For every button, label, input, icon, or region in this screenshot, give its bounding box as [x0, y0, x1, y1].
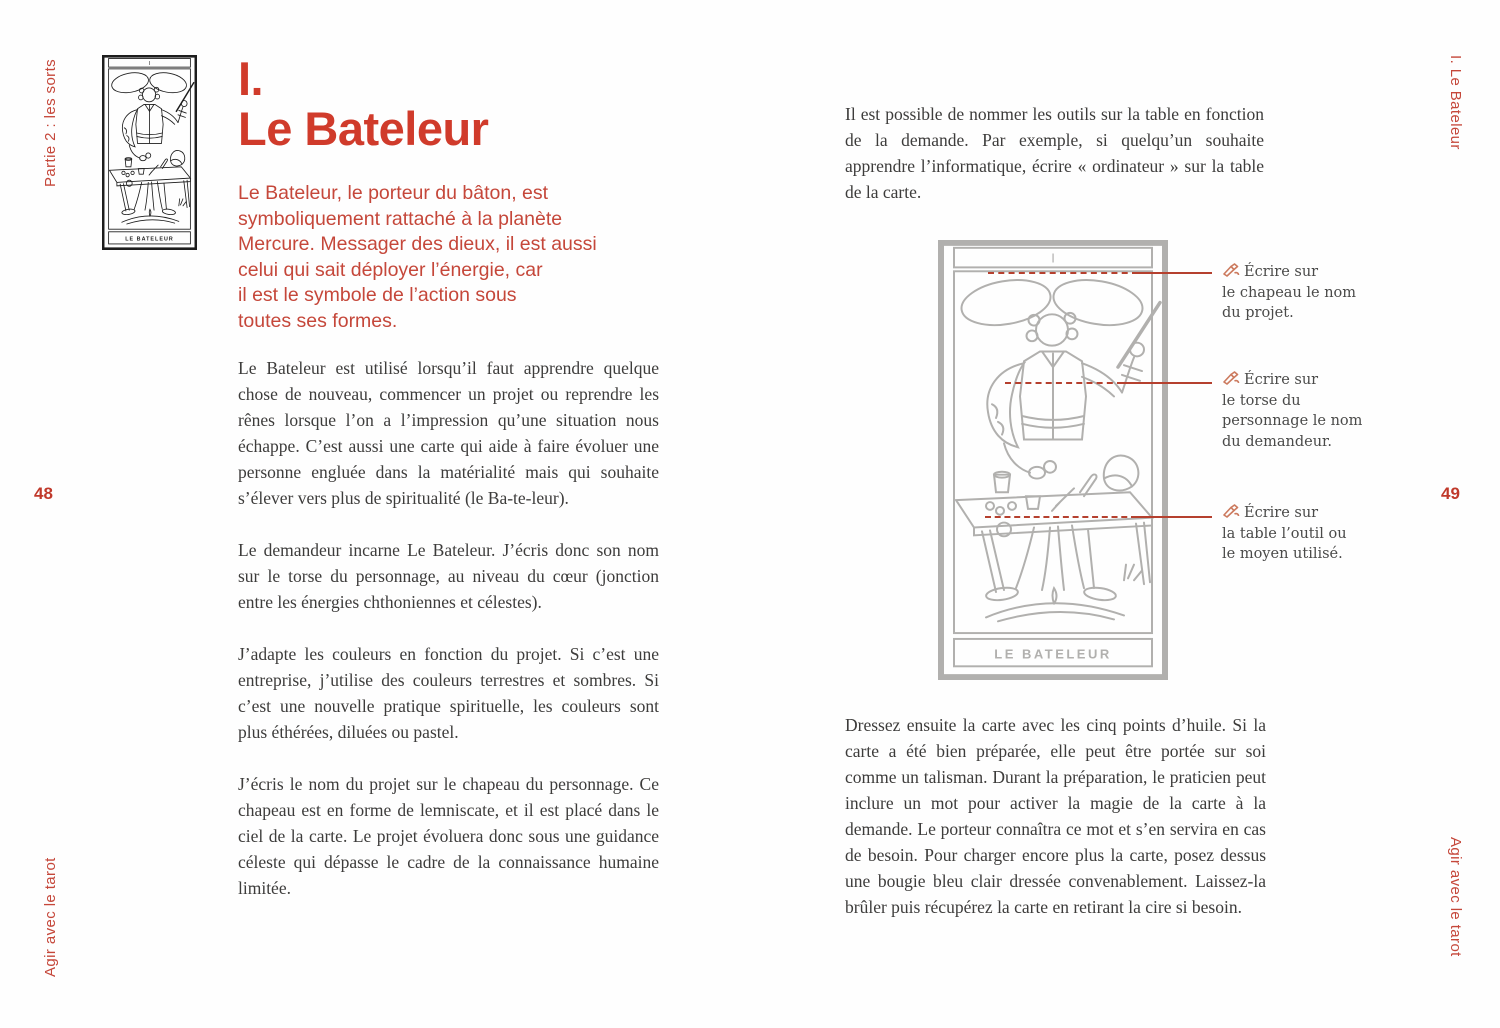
- card-caption: LE BATELEUR: [125, 236, 174, 243]
- connector-solid-torso: [1123, 382, 1212, 384]
- intro-line: celui qui sait déployer l’énergie, car: [238, 258, 543, 281]
- paragraph: J’adapte les couleurs en fonction du projet. Si c’est une entreprise, j’utilise des couleurs terrestres et sombres. Si c’est une nouvelle pratique spirituelle, les couleurs sont plus éthérées, diluées ou pastel.: [238, 644, 659, 742]
- paragraph: Il est possible de nommer les outils sur la table en fonction de la demande. Par exemple, si quelqu’un souhaite apprendre l’informatique, écrire « ordinateur » sur la table de la carte.: [845, 104, 1264, 202]
- right-margin-chapter-label: I. Le Bateleur: [1447, 55, 1464, 150]
- annotation-line: personnage le nom: [1222, 413, 1363, 429]
- chapter-title: [238, 54, 488, 154]
- right-margin-book-label: Agir avec le tarot: [1447, 837, 1464, 957]
- paragraph: Le Bateleur est utilisé lorsqu’il faut apprendre quelque chose de nouveau, commencer un projet ou reprendre les rênes lorsque l’on a l’impression qu’une situation nous échappe. C’est aussi une carte qui aide à faire évoluer une personne engluée dans la matérialité mais qui souhaite s’élever vers plus de spiritualité (le Ba-te-leur).: [238, 358, 659, 508]
- right-page-bottom-paragraph: [845, 712, 1266, 946]
- left-margin-book-label: Agir avec le tarot: [42, 857, 59, 977]
- card-numeral: I: [148, 60, 151, 68]
- paragraph: Le demandeur incarne Le Bateleur. J’écris donc son nom sur le torse du personnage, au niveau du cœur (jonction entre les énergies chthoniennes et célestes).: [238, 540, 659, 612]
- left-page-body: [238, 355, 659, 927]
- intro-line: symboliquement rattaché à la planète: [238, 207, 563, 230]
- writing-hand-icon: [1222, 263, 1240, 277]
- writing-hand-icon: [1222, 504, 1240, 518]
- chapter-numeral: I.: [238, 52, 264, 105]
- right-page-top-paragraph: [845, 101, 1264, 231]
- page-number-right: 49: [1441, 484, 1460, 503]
- paragraph: Dressez ensuite la carte avec les cinq points d’huile. Si la carte a été bien préparée, elle peut être portée sur soi comme un talisman. Durant la préparation, le praticien peut inclure un mot pour activer la magie de la carte à la demande. Le porteur connaîtra ce mot et s’en servira en cas de besoin. Pour charger encore plus la carte, posez dessus une bougie bleu clair dressée convenablement. Laissez-la brûler puis récupérez la carte en retirant la cire si besoin.: [845, 715, 1266, 917]
- intro-line: toutes ses formes.: [238, 309, 398, 332]
- page-number-left: 48: [34, 484, 53, 503]
- connector-dashed-torso: [1005, 382, 1123, 384]
- annotation-hat: [1222, 262, 1394, 324]
- tarot-card-figure: [938, 240, 1168, 680]
- intro-line: Mercure. Messager des dieux, il est aussi: [238, 233, 597, 256]
- annotation-line: du projet.: [1222, 305, 1294, 321]
- annotation-line: Écrire sur: [1244, 372, 1319, 388]
- paragraph: J’écris le nom du projet sur le chapeau du personnage. Ce chapeau est en forme de lemniscate, et il est placé dans le ciel de la carte. Le projet évoluera donc sous une guidance céleste qui dépasse le cadre de la connaissance humaine limitée.: [238, 774, 659, 898]
- annotation-line: Écrire sur: [1244, 264, 1319, 280]
- annotation-line: Écrire sur: [1244, 505, 1319, 521]
- card-numeral: I: [1051, 250, 1055, 266]
- connector-solid-hat: [1138, 272, 1212, 274]
- annotation-table: [1222, 503, 1394, 565]
- annotation-line: la table l’outil ou: [1222, 525, 1347, 542]
- intro-line: il est le symbole de l’action sous: [238, 284, 517, 307]
- connector-dashed-hat: [988, 272, 1138, 274]
- page-title: Le Bateleur: [238, 102, 489, 155]
- connector-dashed-table: [985, 516, 1137, 518]
- annotation-torso: [1222, 370, 1394, 452]
- writing-hand-icon: [1222, 371, 1240, 385]
- annotation-line: du demandeur.: [1222, 433, 1332, 450]
- card-caption: LE BATELEUR: [994, 646, 1112, 662]
- intro-line: Le Bateleur, le porteur du bâton, est: [238, 182, 549, 204]
- annotation-line: le chapeau le nom: [1222, 284, 1357, 301]
- left-margin-section-label: Partie 2 : les sorts: [42, 58, 59, 187]
- connector-solid-table: [1137, 516, 1212, 518]
- annotation-line: le torse du: [1222, 392, 1301, 409]
- annotation-line: le moyen utilisé.: [1222, 546, 1343, 562]
- tarot-card-thumbnail: [102, 55, 197, 250]
- chapter-intro: [238, 181, 597, 335]
